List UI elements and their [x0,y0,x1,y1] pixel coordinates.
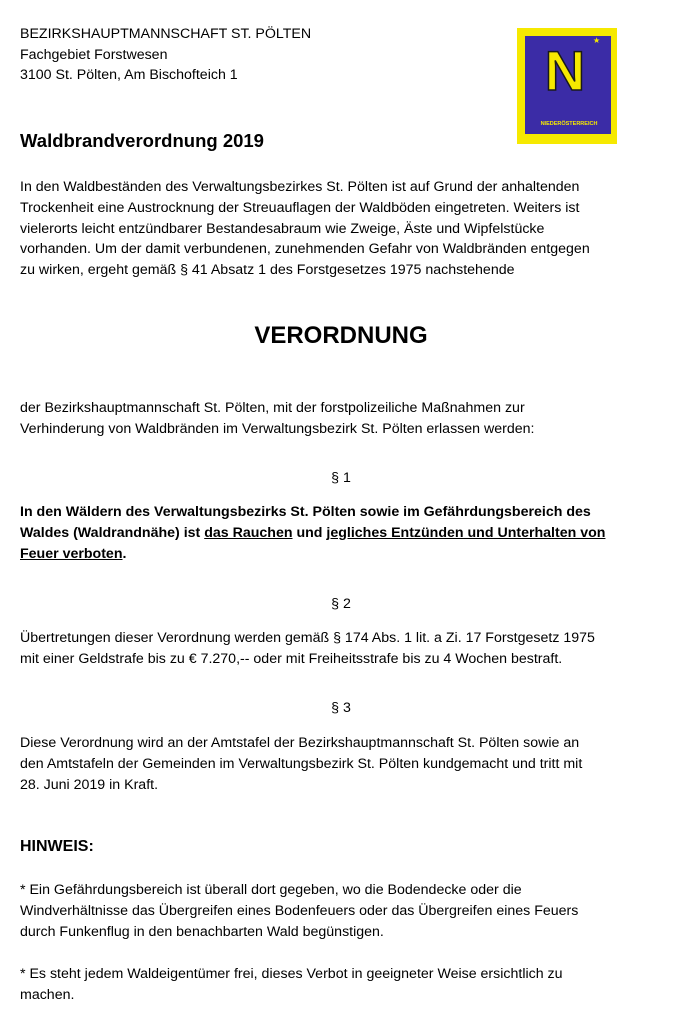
intro-line: Trockenheit eine Austrocknung der Streuauflagen der Waldböden eingetreten. Weiters ist [20,199,580,216]
fire-ban-end: Feuer verboten [20,545,123,562]
authority-name: BEZIRKSHAUPTMANNSCHAFT ST. PÖLTEN [20,26,312,42]
section-1-line [20,523,665,544]
smoking-ban: das Rauchen [204,524,293,541]
notice-item-1 [20,880,665,942]
section-1-text-part: und [292,524,327,541]
logo-letter: N [544,39,586,102]
notice-line: * Ein Gefährdungsbereich ist überall dort gegeben, wo die Bodendecke oder die [20,882,522,898]
intro-line: vielerorts leicht entzündbarer Bestandesabraum wie Zweige, Äste und Wipfelstücke [20,220,545,237]
section-1-line [20,544,665,565]
preamble-paragraph [20,398,665,440]
logo-star-icon: ★ [593,36,601,45]
section-3-line: den Amtstafeln der Gemeinden im Verwaltungsbezirk St. Pölten kundgemacht und tritt mit [20,755,583,772]
section-1-label: § 1 [331,470,351,486]
fire-ban: jegliches Entzünden und Unterhalten von [326,524,606,541]
section-3-line: Diese Verordnung wird an der Amtstafel der Bezirkshauptmannschaft St. Pölten sowie an [20,735,580,751]
preamble-line: Verhinderung von Waldbränden im Verwaltungsbezirk St. Pölten erlassen werden: [20,420,535,437]
notice-line: Windverhältnisse das Übergreifen eines Bodenfeuers oder das Übergreifen eines Feuers [20,902,579,919]
preamble-line: der Bezirkshauptmannschaft St. Pölten, mit der forstpolizeiliche Maßnahmen zur [20,400,525,416]
section-1-text-part: . [122,545,127,562]
section-1-text [20,502,665,564]
section-2-line: mit einer Geldstrafe bis zu € 7.270,-- oder mit Freiheitsstrafe bis zu 4 Wochen bestraft. [20,650,563,667]
logo-text: NIEDERÖSTERREICH [540,121,598,127]
authority-street: 3100 St. Pölten, Am Bischofteich 1 [20,67,238,83]
intro-line: zu wirken, ergeht gemäß § 41 Absatz 1 des Forstgesetzes 1975 nachstehende [20,262,515,279]
section-2-label: § 2 [331,596,351,612]
section-2-line: Übertretungen dieser Verordnung werden gemäß § 174 Abs. 1 lit. a Zi. 17 Forstgesetz 1975 [20,630,595,646]
intro-line: vorhanden. Um der damit verbundenen, zunehmenden Gefahr von Waldbränden entgegen [20,241,590,258]
intro-line: In den Waldbeständen des Verwaltungsbezirkes St. Pölten ist auf Grund der anhaltenden [20,179,580,195]
notice-item-2 [20,964,665,1006]
niederoesterreich-logo [517,28,617,144]
section-3-line: 28. Juni 2019 in Kraft. [20,776,159,793]
section-1-text-part: Waldes (Waldrandnähe) ist [20,524,205,541]
notice-line: * Es steht jedem Waldeigentümer frei, dieses Verbot in geeigneter Weise ersichtlich zu [20,966,563,982]
section-1-line: In den Wäldern des Verwaltungsbezirks St. Pölten sowie im Gefährdungsbereich des [20,504,591,520]
verordnung-heading: VERORDNUNG [254,322,428,349]
section-2-text [20,628,665,670]
authority-address [20,24,311,86]
authority-department: Fachgebiet Forstwesen [20,46,168,63]
section-3-label: § 3 [331,700,351,716]
notice-heading: HINWEIS: [20,838,94,855]
intro-paragraph [20,177,665,281]
document-title: Waldbrandverordnung 2019 [20,130,264,151]
section-3-text [20,733,665,795]
notice-line: durch Funkenflug in den benachbarten Wald begünstigen. [20,923,384,940]
notice-line: machen. [20,986,75,1003]
